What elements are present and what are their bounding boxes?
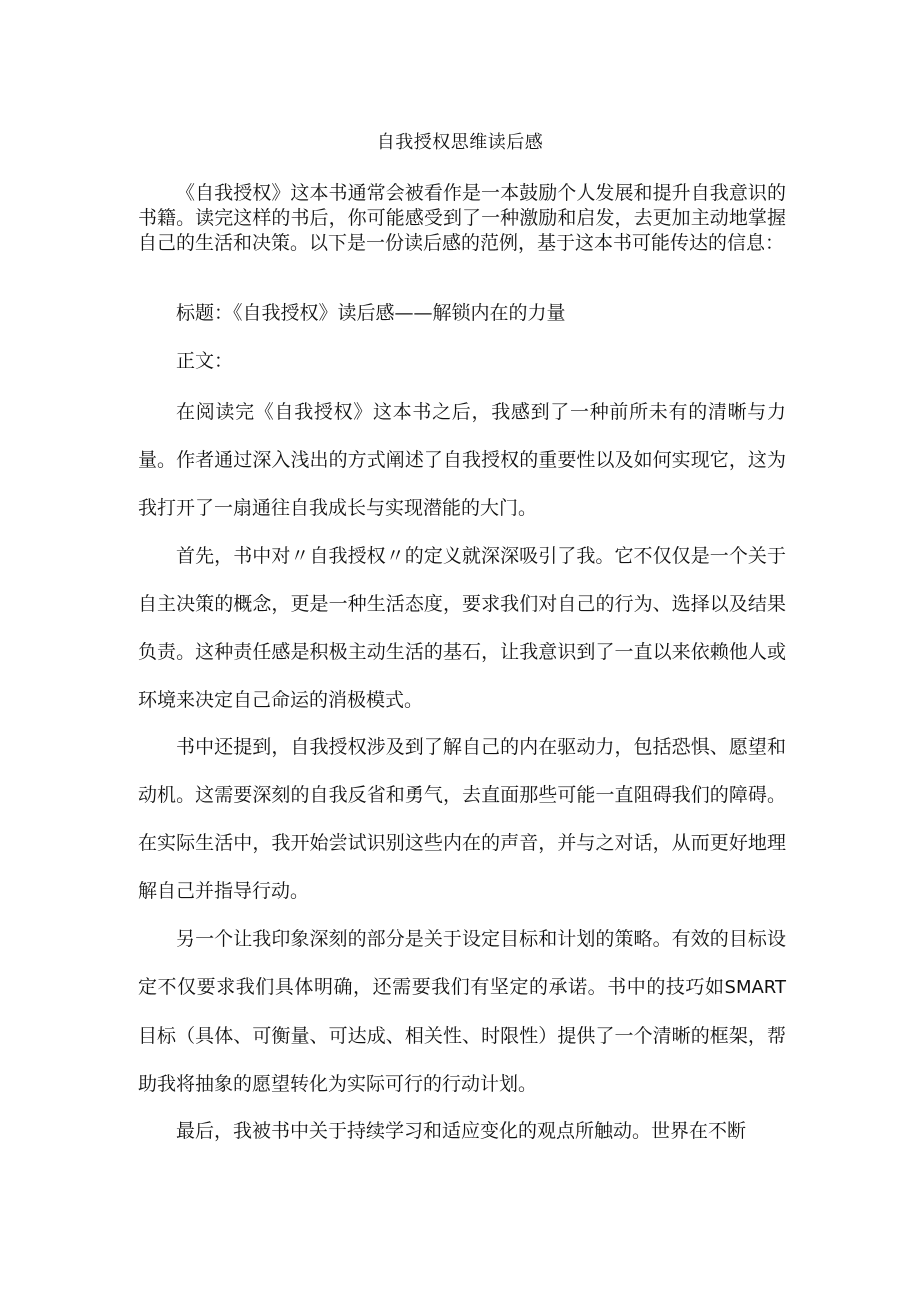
- intro-paragraph: 《自我授权》这本书通常会被看作是一本鼓励个人发展和提升自我意识的书籍。读完这样的书后，你可能感受到了一种激励和启发，去更加主动地掌握自己的生活和决策。以下是一份读后感的范例，基于这本书可能传达的信息：: [138, 182, 786, 254]
- document-title: 自我授权思维读后感: [376, 132, 544, 153]
- essay-title: 标题：《自我授权》读后感——解锁内在的力量: [176, 302, 566, 324]
- body-paragraph-5: 最后，我被书中关于持续学习和适应变化的观点所触动。世界在不断: [176, 1120, 747, 1142]
- body-paragraph-1: 在阅读完《自我授权》这本书之后，我感到了一种前所未有的清晰与力量。作者通过深入浅出的方式阐述了自我授权的重要性以及如何实现它，这为我打开了一扇通往自我成长与实现潜能的大门。: [138, 401, 786, 519]
- smart-term: SMART: [724, 977, 786, 998]
- paragraph-4-text-start: 另一个让我印象深刻的部分是关于设定目标和计划的策略。有效的目标设定不仅要求我们具体明确，还需要我们有坚定的承诺。书中的技巧如: [138, 928, 786, 998]
- paragraph-4-text-end: 目标（具体、可衡量、可达成、相关性、时限性）提供了一个清晰的框架，帮助我将抽象的愿望转化为实际可行的行动计划。: [138, 1025, 786, 1095]
- body-label: 正文：: [176, 350, 234, 372]
- body-paragraph-2: 首先，书中对〃自我授权〃的定义就深深吸引了我。它不仅仅是一个关于自主决策的概念，更是一种生活态度，要求我们对自己的行为、选择以及结果负责。这种责任感是积极主动生活的基石，让我意识到了一直以来依赖他人或环境来决定自己命运的消极模式。: [138, 545, 786, 711]
- body-paragraph-3: 书中还提到，自我授权涉及到了解自己的内在驱动力，包括恐惧、愿望和动机。这需要深刻的自我反省和勇气，去直面那些可能一直阻碍我们的障碍。在实际生活中，我开始尝试识别这些内在的声音，并与之对话，从而更好地理解自己并指导行动。: [138, 736, 786, 902]
- body-paragraph-4: [138, 915, 786, 1108]
